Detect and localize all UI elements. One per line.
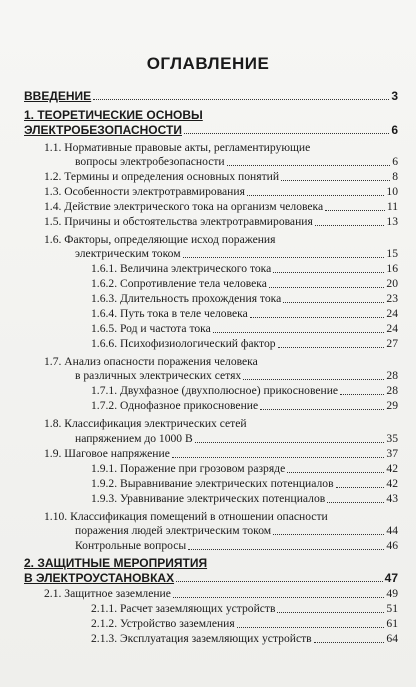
- toc-page-number: 11: [386, 200, 398, 213]
- leader-dots: [260, 409, 384, 410]
- toc-page-number: 29: [386, 399, 398, 412]
- toc-entry-1-6-4[interactable]: [91, 307, 398, 321]
- toc-page-number: 15: [386, 247, 398, 260]
- leader-dots: [273, 534, 384, 535]
- toc-entry-label: 2.1.2. Устройство заземления: [91, 617, 235, 630]
- toc-entry-1-10-line1: 1.10. Классификация помещений в отношении опасности: [44, 510, 328, 523]
- leader-dots: [340, 394, 384, 395]
- toc-entry-label: 1.6.1. Величина электрического тока: [91, 262, 272, 275]
- toc-entry-1-10[interactable]: [75, 524, 398, 538]
- toc-entry-label: поражения людей электрическим током: [75, 524, 272, 537]
- toc-page-number: 44: [386, 524, 398, 537]
- leader-dots: [183, 257, 385, 258]
- toc-entry-1-9[interactable]: [44, 447, 398, 461]
- toc-entry-1-1[interactable]: [75, 155, 398, 169]
- leader-dots: [237, 627, 385, 628]
- toc-chapter-1-line1: 1. ТЕОРЕТИЧЕСКИЕ ОСНОВЫ: [24, 108, 203, 122]
- toc-entry-chapter-2[interactable]: [24, 571, 398, 585]
- leader-dots: [176, 581, 383, 582]
- toc-page-number: 35: [386, 432, 398, 445]
- leader-dots: [213, 332, 385, 333]
- toc-page-number: 3: [391, 89, 398, 103]
- toc-entry-1-1-line1: 1.1. Нормативные правовые акты, регламентирующие: [44, 141, 311, 154]
- toc-page-number: 8: [392, 170, 398, 183]
- toc-entry-1-3[interactable]: [44, 185, 398, 199]
- leader-dots: [227, 165, 391, 166]
- toc-entry-review-questions[interactable]: [75, 539, 398, 553]
- toc-entry-label: 1.6.4. Путь тока в теле человека: [91, 307, 248, 320]
- toc-page-number: 47: [384, 571, 398, 585]
- toc-entry-1-6-1[interactable]: [91, 262, 398, 276]
- toc-entry-2-1-1[interactable]: [91, 602, 398, 616]
- toc-entry-label: 1.6.3. Длительность прохождения тока: [91, 292, 282, 305]
- leader-dots: [327, 502, 384, 503]
- leader-dots: [172, 457, 385, 458]
- toc-entry-label: электрическим током: [75, 247, 181, 260]
- toc-entry-1-6-5[interactable]: [91, 322, 398, 336]
- toc-entry-1-7-1[interactable]: [91, 384, 398, 398]
- toc-entry-1-6[interactable]: [75, 247, 398, 261]
- toc-page-number: 42: [386, 462, 398, 475]
- toc-entry-label: вопросы электробезопасности: [75, 155, 225, 168]
- toc-entry-label: ВВЕДЕНИЕ: [24, 89, 92, 103]
- toc-entry-label: 1.7.1. Двухфазное (двухполюсное) прикосновение: [91, 384, 339, 397]
- toc-page-number: 6: [392, 155, 398, 168]
- toc-entry-label: 1.6.6. Психофизиологический фактор: [91, 337, 276, 350]
- toc-entry-label: 1.9.3. Уравнивание электрических потенциалов: [91, 492, 326, 505]
- toc-entry-1-6-2[interactable]: [91, 277, 398, 291]
- toc-page-number: 37: [386, 447, 398, 460]
- leader-dots: [269, 287, 385, 288]
- leader-dots: [195, 442, 385, 443]
- toc-entry-1-7-line1: 1.7. Анализ опасности поражения человека: [44, 355, 258, 368]
- toc-entry-introduction[interactable]: [24, 89, 398, 103]
- toc-page-number: 20: [386, 277, 398, 290]
- toc-page-number: 49: [386, 587, 398, 600]
- leader-dots: [283, 302, 384, 303]
- leader-dots: [287, 472, 384, 473]
- toc-entry-label: 1.6.2. Сопротивление тела человека: [91, 277, 267, 290]
- leader-dots: [173, 597, 385, 598]
- toc-page-number: 64: [386, 632, 398, 645]
- toc-entry-1-8[interactable]: [75, 432, 398, 446]
- toc-entry-label: 2.1.3. Эксплуатация заземляющих устройств: [91, 632, 312, 645]
- toc-page-number: 61: [386, 617, 398, 630]
- toc-page-number: 10: [386, 185, 398, 198]
- toc-entry-label: напряжением до 1000 В: [75, 432, 193, 445]
- toc-entry-1-8-line1: 1.8. Классификация электрических сетей: [44, 417, 247, 430]
- leader-dots: [247, 195, 385, 196]
- toc-entry-label: Контрольные вопросы: [75, 539, 187, 552]
- toc-chapter-2-line1: 2. ЗАЩИТНЫЕ МЕРОПРИЯТИЯ: [24, 556, 208, 570]
- toc-page-number: 43: [386, 492, 398, 505]
- page-title: ОГЛАВЛЕНИЕ: [146, 54, 270, 73]
- toc-entry-label: 2.1. Защитное заземление: [44, 587, 171, 600]
- leader-dots: [250, 317, 385, 318]
- toc-page-number: 24: [386, 307, 398, 320]
- toc-entry-2-1-3[interactable]: [91, 632, 398, 646]
- toc-entry-1-2[interactable]: [44, 170, 398, 184]
- leader-dots: [93, 99, 389, 100]
- toc-page-number: 23: [386, 292, 398, 305]
- toc-entry-label: в различных электрических сетях: [75, 369, 242, 382]
- toc-page-number: 51: [386, 602, 398, 615]
- toc-page-number: 46: [386, 539, 398, 552]
- toc-page-number: 28: [386, 369, 398, 382]
- toc-entry-1-7[interactable]: [75, 369, 398, 383]
- toc-entry-2-1-2[interactable]: [91, 617, 398, 631]
- toc-page-number: 24: [386, 322, 398, 335]
- toc-page-number: 6: [391, 123, 398, 137]
- leader-dots: [277, 612, 384, 613]
- leader-dots: [184, 133, 389, 134]
- toc-entry-label: ЭЛЕКТРОБЕЗОПАСНОСТИ: [24, 123, 182, 137]
- toc-page-number: 27: [386, 337, 398, 350]
- toc-entry-label: 1.9.2. Выравнивание электрических потенциалов: [91, 477, 334, 490]
- toc-page-number: 16: [386, 262, 398, 275]
- toc-page-number: 13: [386, 215, 398, 228]
- leader-dots: [325, 210, 385, 211]
- toc-entry-label: 1.4. Действие электрического тока на организм человека: [44, 200, 324, 213]
- leader-dots: [281, 180, 390, 181]
- toc-entry-1-9-3[interactable]: [91, 492, 398, 506]
- leader-dots: [336, 487, 385, 488]
- toc-entry-label: 1.7.2. Однофазное прикосновение: [91, 399, 259, 412]
- toc-entry-label: 1.3. Особенности электротравмирования: [44, 185, 245, 198]
- toc-entry-label: 2.1.1. Расчет заземляющих устройств: [91, 602, 276, 615]
- toc-entry-label: 1.9.1. Поражение при грозовом разряде: [91, 462, 286, 475]
- toc-entry-1-4[interactable]: [44, 200, 398, 214]
- toc-entry-1-6-6[interactable]: [91, 337, 398, 351]
- toc-entry-label: В ЭЛЕКТРОУСТАНОВКАХ: [24, 571, 175, 585]
- toc-entry-1-6-line1: 1.6. Факторы, определяющие исход поражения: [44, 233, 276, 246]
- toc-entry-label: 1.6.5. Род и частота тока: [91, 322, 211, 335]
- toc-entry-label: 1.9. Шаговое напряжение: [44, 447, 170, 460]
- toc-entry-1-9-1[interactable]: [91, 462, 398, 476]
- toc-entry-1-9-2[interactable]: [91, 477, 398, 491]
- toc-page-number: 28: [386, 384, 398, 397]
- toc-entry-label: 1.2. Термины и определения основных понятий: [44, 170, 280, 183]
- toc-entry-chapter-1[interactable]: [24, 123, 398, 137]
- toc-entry-2-1[interactable]: [44, 587, 398, 601]
- toc-entry-1-6-3[interactable]: [91, 292, 398, 306]
- leader-dots: [278, 347, 385, 348]
- leader-dots: [273, 272, 384, 273]
- leader-dots: [188, 549, 384, 550]
- toc-page-number: 42: [386, 477, 398, 490]
- toc-entry-1-7-2[interactable]: [91, 399, 398, 413]
- toc-entry-1-5[interactable]: [44, 215, 398, 229]
- leader-dots: [314, 642, 385, 643]
- toc-entry-label: 1.5. Причины и обстоятельства электротравмирования: [44, 215, 313, 228]
- leader-dots: [315, 225, 385, 226]
- leader-dots: [243, 379, 384, 380]
